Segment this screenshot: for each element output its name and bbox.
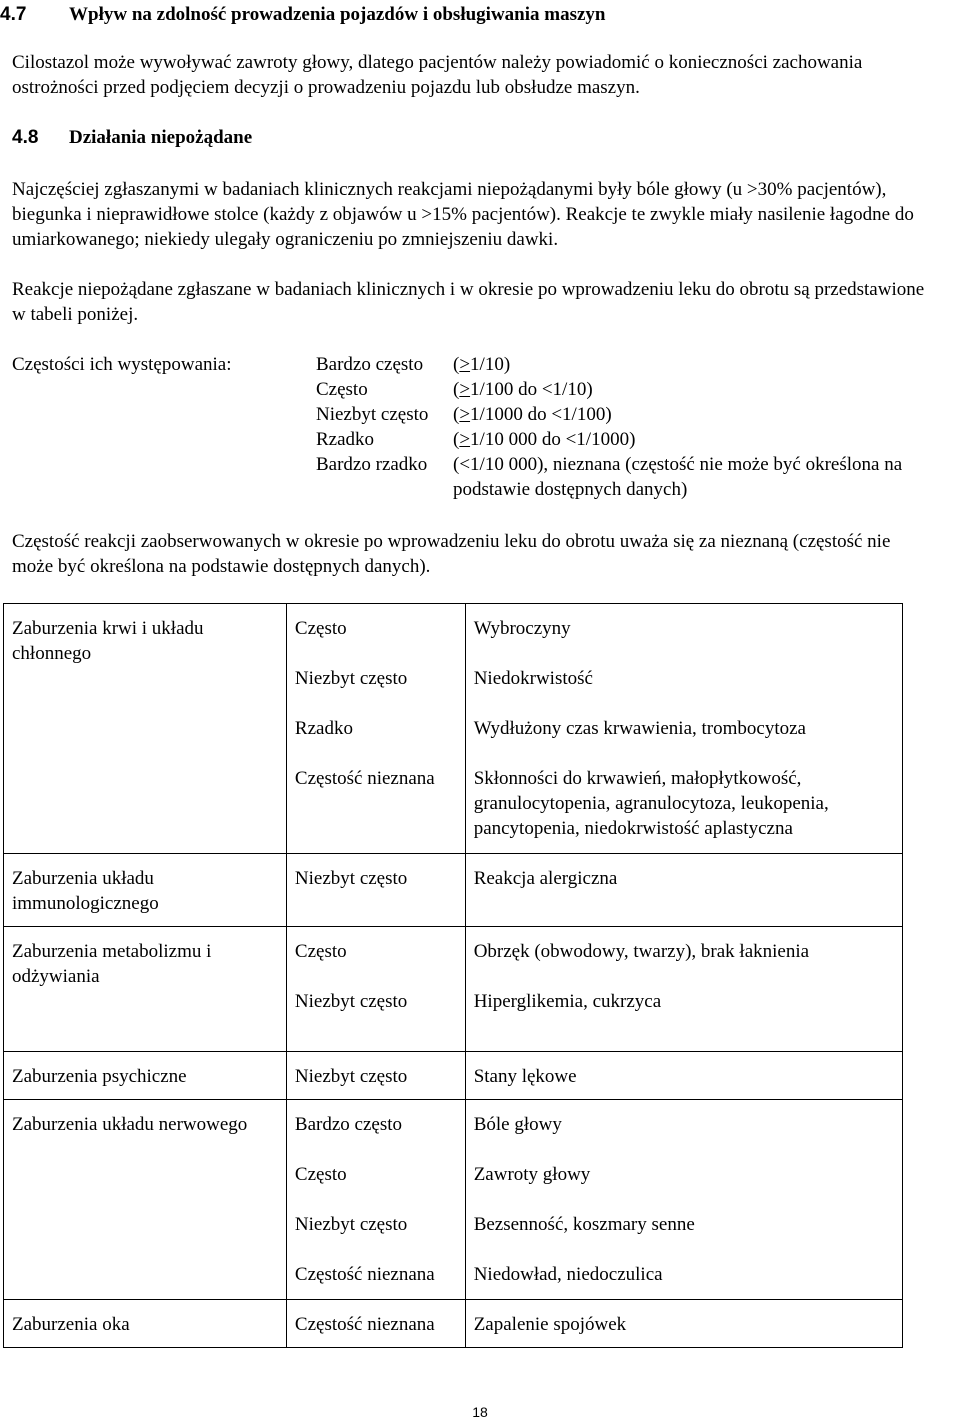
frequency-name: Często xyxy=(316,379,368,400)
frequency-range xyxy=(453,377,958,402)
frequency-name: Rzadko xyxy=(316,429,375,450)
reaction-value: Zapalenie spojówek xyxy=(473,1314,627,1335)
frequency-legend-label: Częstości ich występowania: xyxy=(12,354,232,375)
reaction-cell xyxy=(465,1100,902,1300)
system-organ-class-cell xyxy=(4,1052,287,1100)
reaction-value: Zawroty głowy xyxy=(473,1164,591,1185)
reaction-cell xyxy=(465,1300,902,1348)
frequency-value: Bardzo często xyxy=(294,1114,403,1135)
greater-or-equal-sign: > xyxy=(459,429,471,450)
frequency-range-value: 1/10) xyxy=(470,354,511,375)
table-row xyxy=(4,1300,903,1348)
frequency-value: Częstość nieznana xyxy=(294,768,435,789)
frequency-value: Częstość nieznana xyxy=(294,1314,435,1335)
frequency-range xyxy=(453,402,958,427)
system-organ-class: Zaburzenia układu immunologicznego xyxy=(12,868,159,914)
frequency-value: Często xyxy=(294,618,347,639)
section-4-7-title: Wpływ na zdolność prowadzenia pojazdów i obsługiwania maszyn xyxy=(69,4,606,25)
frequency-value: Niezbyt często xyxy=(294,868,408,889)
greater-or-equal-sign: > xyxy=(459,379,471,400)
reaction-value: Obrzęk (obwodowy, twarzy), brak łaknienia xyxy=(473,941,810,962)
table-row xyxy=(4,927,903,1052)
greater-or-equal-sign: > xyxy=(459,404,471,425)
frequency-value: Niezbyt często xyxy=(294,668,408,689)
system-organ-class: Zaburzenia metabolizmu i odżywiania xyxy=(12,941,212,987)
section-4-8-number: 4.8 xyxy=(12,127,39,148)
system-organ-class: Zaburzenia krwi i układu chłonnego xyxy=(12,618,204,664)
frequency-name: Niezbyt często xyxy=(316,404,429,425)
reaction-cell xyxy=(465,854,902,927)
system-organ-class: Zaburzenia oka xyxy=(12,1314,130,1335)
table-row xyxy=(4,854,903,927)
page-number: 18 xyxy=(472,1404,488,1420)
section-4-8-para3: Częstość reakcji zaobserwowanych w okresie po wprowadzeniu leku do obrotu uważa się za nieznaną (częstość nie może być określona na podstawie dostępnych danych). xyxy=(12,531,891,577)
system-organ-class: Zaburzenia psychiczne xyxy=(12,1066,187,1087)
section-4-8-title: Działania niepożądane xyxy=(69,127,253,148)
reaction-value: Stany lękowe xyxy=(473,1066,577,1087)
greater-or-equal-sign: > xyxy=(459,354,471,375)
frequency-value: Niezbyt często xyxy=(294,1066,408,1087)
frequency-value: Rzadko xyxy=(294,718,353,739)
frequency-range-value: 1/1000 do <1/100) xyxy=(470,404,612,425)
frequency-range xyxy=(453,427,958,452)
system-organ-class-cell xyxy=(4,604,287,854)
reaction-value: Bóle głowy xyxy=(473,1114,562,1135)
system-organ-class-cell xyxy=(4,1300,287,1348)
frequency-value: Częstość nieznana xyxy=(294,1264,435,1285)
frequency-value: Niezbyt często xyxy=(294,1214,408,1235)
frequency-name: Bardzo często xyxy=(316,354,424,375)
frequency-cell xyxy=(286,604,465,854)
reaction-value: Reakcja alergiczna xyxy=(473,868,618,889)
reaction-value: Hiperglikemia, cukrzyca xyxy=(473,991,662,1012)
frequency-cell xyxy=(286,927,465,1052)
section-4-7-number: 4.7 xyxy=(0,4,27,25)
frequency-range xyxy=(453,352,958,377)
section-4-7-text: Cilostazol może wywoływać zawroty głowy, dlatego pacjentów należy powiadomić o konieczności zachowania ostrożności przed podjęciem decyzji o prowadzeniu pojazdu lub obsłudze maszyn. xyxy=(12,52,863,98)
frequency-name: Bardzo rzadko xyxy=(316,454,428,475)
reaction-value: Wybroczyny xyxy=(473,618,571,639)
table-row xyxy=(4,1052,903,1100)
frequency-cell xyxy=(286,1300,465,1348)
frequency-range-prefix: ( xyxy=(453,429,460,450)
system-organ-class-cell xyxy=(4,1100,287,1300)
frequency-range-prefix: ( xyxy=(453,379,460,400)
table-row xyxy=(4,604,903,854)
system-organ-class-cell xyxy=(4,854,287,927)
frequency-value: Niezbyt często xyxy=(294,991,408,1012)
frequency-value: Często xyxy=(294,941,347,962)
reaction-value: Bezsenność, koszmary senne xyxy=(473,1214,695,1235)
frequency-cell xyxy=(286,1052,465,1100)
reaction-cell xyxy=(465,1052,902,1100)
frequency-legend xyxy=(0,352,960,512)
frequency-range-prefix: ( xyxy=(453,404,460,425)
reaction-value: Niedowład, niedoczulica xyxy=(473,1264,663,1285)
reaction-cell xyxy=(465,604,902,854)
frequency-range-prefix: ( xyxy=(453,354,460,375)
table-row xyxy=(4,1100,903,1300)
reaction-value: Skłonności do krwawień, małopłytkowość, granulocytopenia, agranulocytoza, leukopenia, pancytopenia, niedokrwistość aplastyczna xyxy=(473,768,829,839)
reaction-value: Wydłużony czas krwawienia, trombocytoza xyxy=(473,718,806,739)
system-organ-class: Zaburzenia układu nerwowego xyxy=(12,1114,248,1135)
system-organ-class-cell xyxy=(4,927,287,1052)
frequency-range-prefix: (<1/10 000), nieznana (częstość nie może być określona na podstawie dostępnych danych) xyxy=(453,454,903,500)
frequency-range-value: 1/100 do <1/10) xyxy=(470,379,593,400)
frequency-range xyxy=(453,452,958,502)
reaction-value: Niedokrwistość xyxy=(473,668,593,689)
frequency-cell xyxy=(286,1100,465,1300)
frequency-cell xyxy=(286,854,465,927)
frequency-value: Często xyxy=(294,1164,347,1185)
reaction-cell xyxy=(465,927,902,1052)
section-4-8-para1: Najczęściej zgłaszanymi w badaniach klinicznych reakcjami niepożądanymi były bóle głowy (u >30% pacjentów), biegunka i nieprawidłowe stolce (każdy z objawów u >15% pacjentów). Reakcje te zwykle miały nasilenie łagodne do umiarkowanego; niekiedy ulegały ograniczeniu po zmniejszeniu dawki. xyxy=(12,179,914,250)
adverse-reactions-table xyxy=(3,603,903,1348)
frequency-range-value: 1/10 000 do <1/1000) xyxy=(470,429,636,450)
section-4-8-para2: Reakcje niepożądane zgłaszane w badaniach klinicznych i w okresie po wprowadzeniu leku do obrotu są przedstawione w tabeli poniżej. xyxy=(12,279,925,325)
